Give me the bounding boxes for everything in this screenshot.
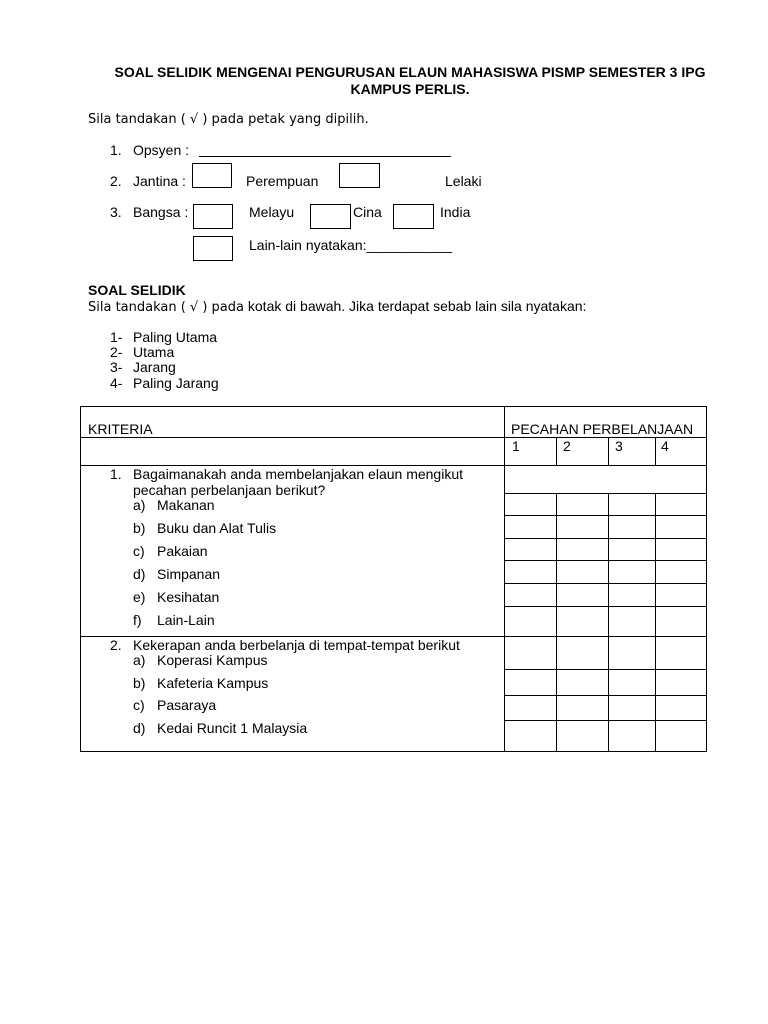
bangsa-lain-checkbox[interactable] xyxy=(193,236,233,261)
jantina-perempuan-label: Perempuan xyxy=(246,173,319,189)
q1-item-label: Makanan xyxy=(157,497,215,513)
q1-text-line1: Bagaimanakah anda membelanjakan elaun mengikut xyxy=(133,466,463,482)
page-title: SOAL SELIDIK MENGENAI PENGURUSAN ELAUN MAHASISWA PISMP SEMESTER 3 IPG xyxy=(114,64,706,80)
bangsa-cina-label: Cina xyxy=(353,204,382,220)
bangsa-india-label: India xyxy=(440,204,471,220)
row-line xyxy=(504,538,707,539)
score-3-header: 3 xyxy=(615,438,623,454)
row-line xyxy=(504,695,707,696)
jantina-perempuan-checkbox[interactable] xyxy=(192,163,232,188)
opsyen-label: Opsyen : xyxy=(133,142,190,158)
table-score-divider xyxy=(655,437,656,465)
q2-item-label: Kafeteria Kampus xyxy=(157,675,269,691)
scale-3-num: 3- xyxy=(110,359,123,375)
score-col-divider xyxy=(556,493,557,752)
row-line xyxy=(504,515,707,516)
q1-item-letter: b) xyxy=(133,520,146,536)
row-line xyxy=(504,560,707,561)
scale-4-label: Paling Jarang xyxy=(133,375,219,391)
jantina-label: Jantina : xyxy=(133,173,186,189)
q2-item-letter: b) xyxy=(133,675,146,691)
q1-item-letter: a) xyxy=(133,497,146,513)
q2-item-label: Koperasi Kampus xyxy=(157,652,268,668)
q2-item-letter: c) xyxy=(133,697,145,713)
col-pecahan-header: PECAHAN PERBELANJAAN xyxy=(511,421,694,437)
row-line xyxy=(504,493,707,494)
q2-text-line1: Kekerapan anda berbelanja di tempat-tempat berikut xyxy=(133,637,460,653)
row-line xyxy=(504,583,707,584)
jantina-number: 2. xyxy=(110,173,122,189)
score-4-header: 4 xyxy=(661,438,669,454)
jantina-lelaki-checkbox[interactable] xyxy=(339,163,380,188)
col-kriteria-header: KRITERIA xyxy=(88,421,153,437)
table-kriteria-header-line xyxy=(80,437,504,438)
row-line xyxy=(504,606,707,607)
q1-item-letter: f) xyxy=(133,612,142,628)
scale-2-num: 2- xyxy=(110,344,123,360)
q1-item-letter: c) xyxy=(133,543,145,559)
opsyen-field[interactable] xyxy=(199,142,451,157)
bangsa-lain-label: Lain-lain nyatakan:___________ xyxy=(249,237,453,253)
scale-3-label: Jarang xyxy=(133,359,176,375)
score-col-divider xyxy=(608,493,609,752)
q1-text-line2: pecahan perbelanjaan berikut? xyxy=(133,482,326,498)
bangsa-cina-checkbox[interactable] xyxy=(310,204,351,229)
scale-2-label: Utama xyxy=(133,344,175,360)
q1-item-letter: e) xyxy=(133,589,146,605)
table-divider-main xyxy=(504,406,505,752)
q2-item-letter: a) xyxy=(133,652,146,668)
row-line xyxy=(504,669,707,670)
section-instruction xyxy=(88,298,586,315)
bangsa-label: Bangsa : xyxy=(133,204,189,220)
q1-item-label: Buku dan Alat Tulis xyxy=(157,520,277,536)
q1-item-label: Pakaian xyxy=(157,543,208,559)
bangsa-melayu-checkbox[interactable] xyxy=(193,204,233,229)
scale-4-num: 4- xyxy=(110,375,123,391)
section-instruction-part2: kotak di bawah. Jika terdapat sebab lain sila nyatakan: xyxy=(244,298,587,314)
row-line xyxy=(504,720,707,721)
score-col-divider xyxy=(655,493,656,752)
q1-item-letter: d) xyxy=(133,566,146,582)
q1-item-label: Kesihatan xyxy=(157,589,220,605)
score-1-header: 1 xyxy=(512,438,520,454)
q1-item-label: Lain-Lain xyxy=(157,612,215,628)
bangsa-melayu-label: Melayu xyxy=(249,204,295,220)
q2-item-label: Kedai Runcit 1 Malaysia xyxy=(157,720,308,736)
q2-item-label: Pasaraya xyxy=(157,697,217,713)
jantina-lelaki-label: Lelaki xyxy=(445,173,482,189)
q1-item-label: Simpanan xyxy=(157,566,221,582)
score-2-header: 2 xyxy=(563,438,571,454)
table-score-header-line xyxy=(504,437,707,438)
scale-1-num: 1- xyxy=(110,329,123,345)
q1-number: 1. xyxy=(110,466,122,482)
page-title-line2: KAMPUS PERLIS. xyxy=(350,81,470,97)
table-score-divider xyxy=(556,437,557,465)
q2-item-letter: d) xyxy=(133,720,146,736)
q2-number: 2. xyxy=(110,637,122,653)
intro-instruction: Sila tandakan ( √ ) pada petak yang dipilih. xyxy=(88,112,369,127)
section-heading: SOAL SELIDIK xyxy=(88,282,186,298)
section-instruction-part1: Sila tandakan ( √ ) pada xyxy=(88,300,244,315)
bangsa-number: 3. xyxy=(110,204,122,220)
opsyen-number: 1. xyxy=(110,142,122,158)
table-score-divider xyxy=(608,437,609,465)
scale-1-label: Paling Utama xyxy=(133,329,218,345)
bangsa-india-checkbox[interactable] xyxy=(393,204,434,229)
